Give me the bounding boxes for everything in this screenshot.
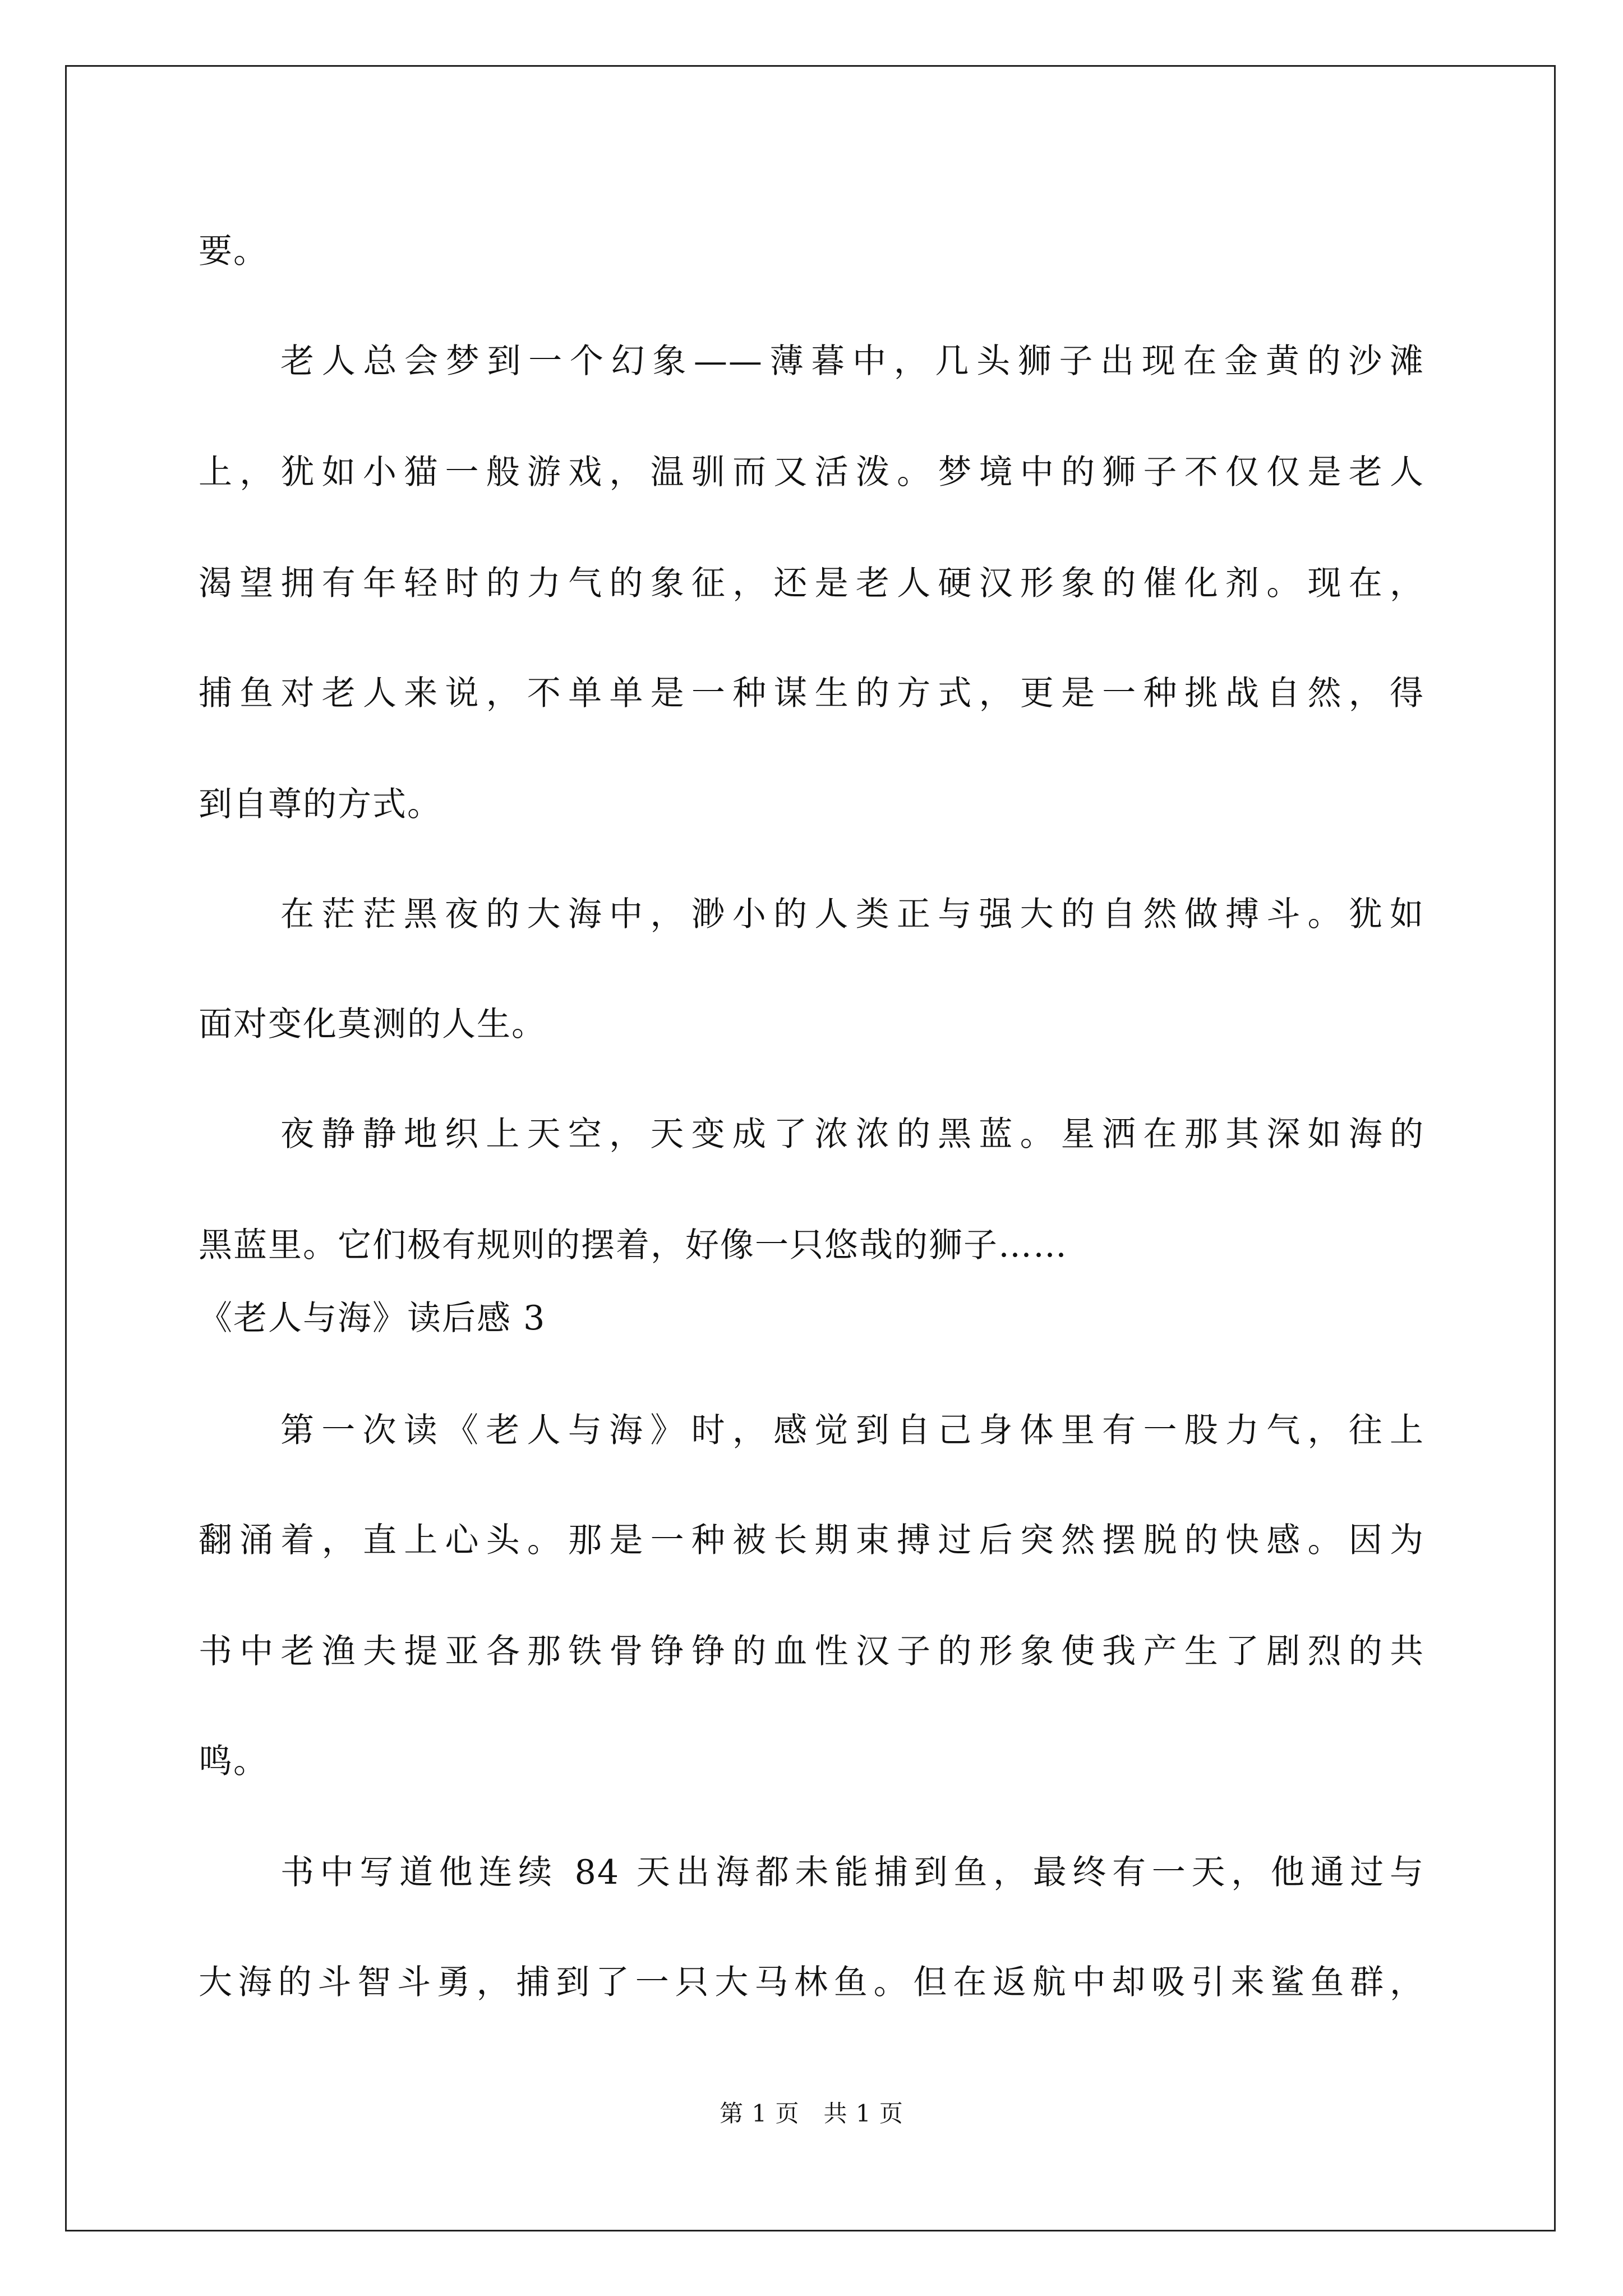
- paragraph-line: 第一次读《老人与海》时，感觉到自己身体里有一股力气，往上: [280, 1411, 1424, 1450]
- paragraph-line: 在茫茫黑夜的大海中，渺小的人类正与强大的自然做搏斗。犹如: [280, 895, 1424, 934]
- paragraph-line: 夜静静地织上天空，天变成了浓浓的黑蓝。星洒在那其深如海的: [280, 1115, 1424, 1154]
- paragraph-line: 老人总会梦到一个幻象——薄暮中，几头狮子出现在金黄的沙滩: [280, 342, 1424, 381]
- page-footer: 第 1 页 共 1 页: [720, 2100, 903, 2127]
- paragraph-line: 书中写道他连续 84 天出海都未能捕到鱼，最终有一天，他通过与: [280, 1853, 1424, 1892]
- paragraph-line: 上，犹如小猫一般游戏，温驯而又活泼。梦境中的狮子不仅仅是老人: [199, 453, 1424, 492]
- paragraph-line: 渴望拥有年轻时的力气的象征，还是老人硬汉形象的催化剂。现在，: [199, 564, 1424, 603]
- paragraph-line: 到自尊的方式。: [199, 785, 442, 824]
- paragraph-line: 大海的斗智斗勇，捕到了一只大马林鱼。但在返航中却吸引来鲨鱼群，: [199, 1963, 1424, 2002]
- paragraph-line: 捕鱼对老人来说，不单单是一种谋生的方式，更是一种挑战自然，得: [199, 674, 1424, 713]
- paragraph-line: 面对变化莫测的人生。: [199, 1005, 546, 1044]
- paragraph-line: 要。: [199, 232, 268, 271]
- section-heading: 《老人与海》读后感 3: [199, 1299, 546, 1338]
- paragraph-line: 书中老渔夫提亚各那铁骨铮铮的血性汉子的形象使我产生了剧烈的共: [199, 1632, 1424, 1671]
- paragraph-line: 翻涌着，直上心头。那是一种被长期束搏过后突然摆脱的快感。因为: [199, 1521, 1424, 1560]
- paragraph-line: 鸣。: [199, 1742, 268, 1781]
- paragraph-line: 黑蓝里。它们极有规则的摆着，好像一只悠哉的狮子……: [199, 1226, 1068, 1265]
